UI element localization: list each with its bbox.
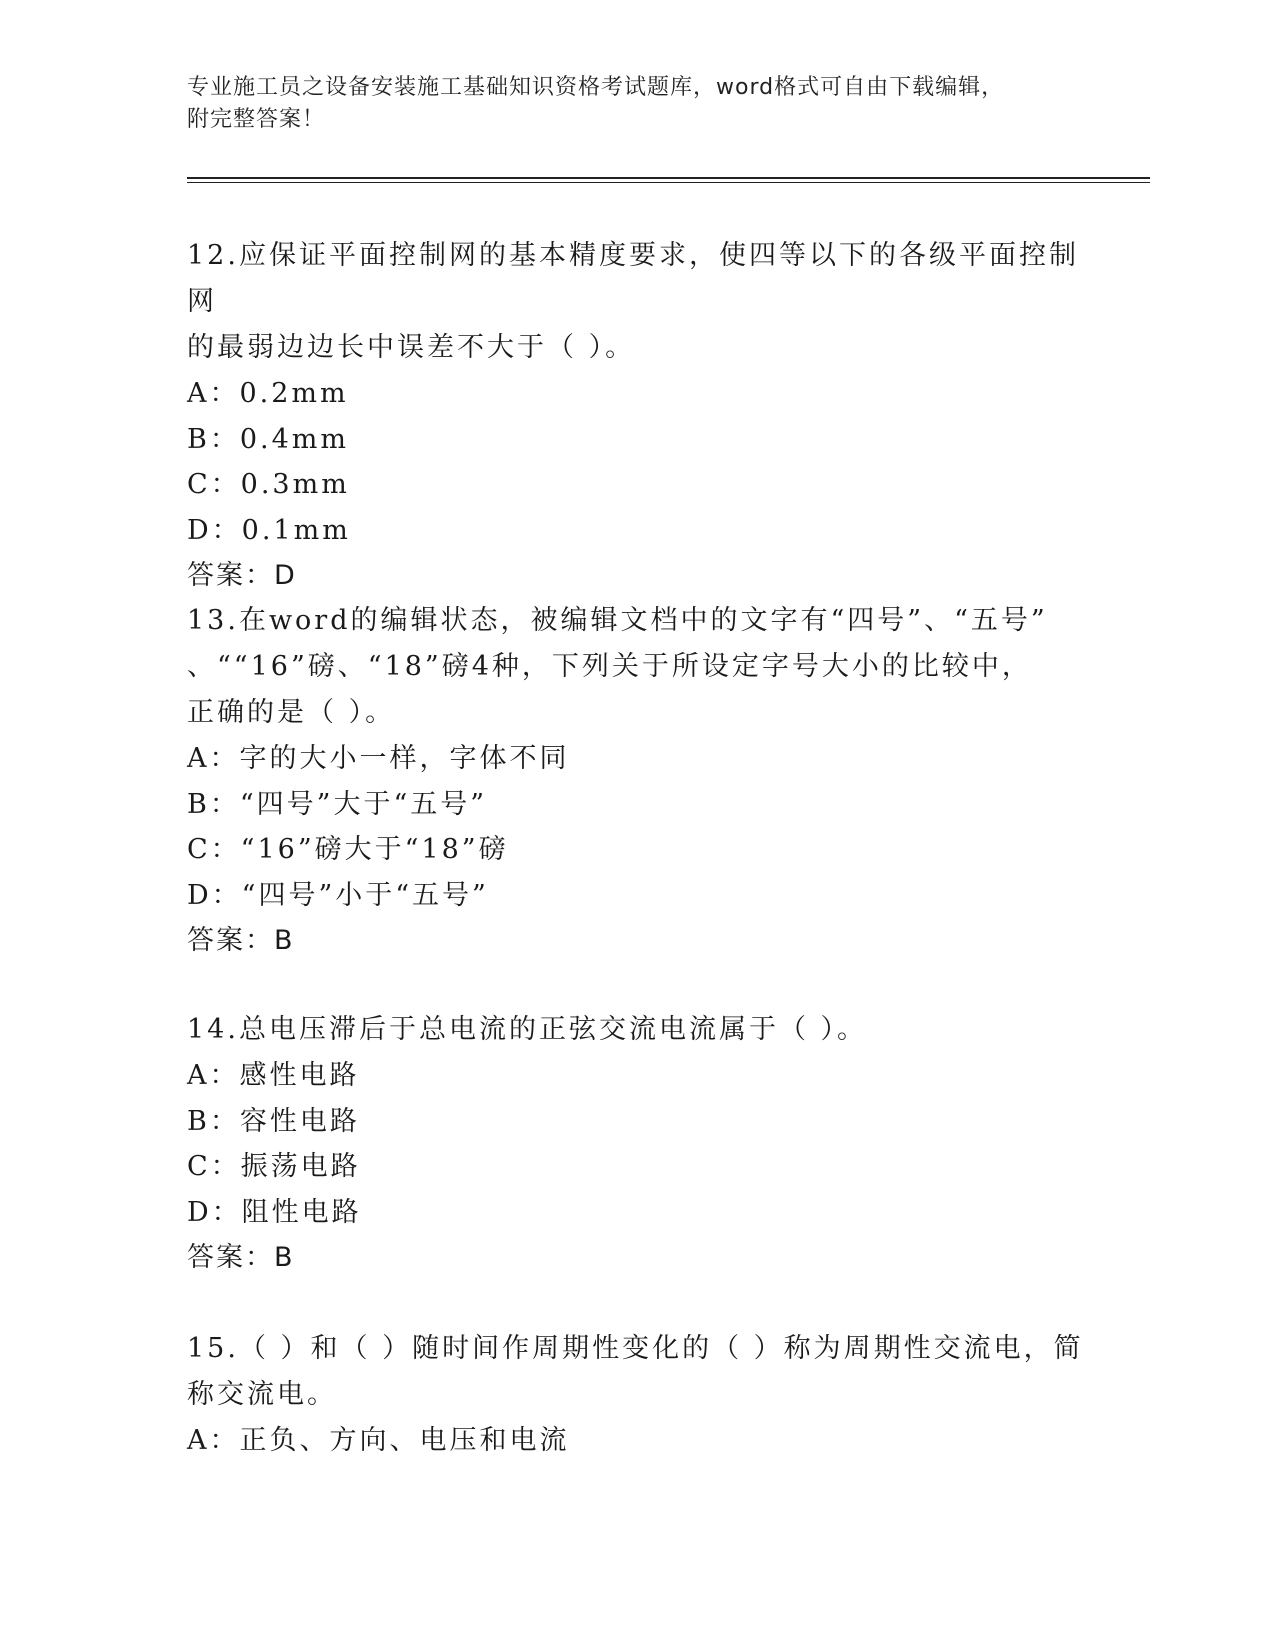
option-b: B：0.4mm (187, 423, 349, 455)
header-line-2: 附完整答案！ (187, 107, 326, 132)
question-text: 、““16”磅、“18”磅4种，下列关于所设定字号大小的比较中， (187, 651, 1032, 682)
question-12 (187, 233, 1087, 599)
question-13 (187, 598, 1087, 964)
header-divider-thick (187, 177, 1150, 179)
option-d: D：阻性电路 (187, 1196, 362, 1228)
option-c: C：“16”磅大于“18”磅 (187, 834, 509, 865)
question-text: 14.总电压滞后于总电流的正弦交流电流属于（ ）。 (187, 1014, 868, 1045)
option-a: A：正负、方向、电压和电流 (187, 1425, 570, 1456)
option-b: B：容性电路 (187, 1105, 360, 1137)
answer: 答案：D (187, 560, 297, 591)
option-d: D：“四号”小于“五号” (187, 879, 489, 911)
question-text: 的最弱边边长中误差不大于（ ）。 (187, 332, 636, 363)
answer: 答案：B (187, 925, 295, 956)
question-text: 12.应保证平面控制网的基本精度要求，使四等以下的各级平面控制网 (187, 240, 1079, 317)
question-14 (187, 1007, 1087, 1281)
option-a: A：0.2mm (187, 378, 349, 409)
question-text: 正确的是（ ）。 (187, 697, 396, 728)
question-text: 称交流电。 (187, 1379, 337, 1410)
option-a: A：感性电路 (187, 1060, 360, 1091)
option-c: C：0.3mm (187, 469, 350, 500)
option-d: D：0.1mm (187, 514, 351, 546)
header-divider-thin (187, 182, 1150, 183)
option-b: B：“四号”大于“五号” (187, 788, 488, 820)
question-text: 13.在word的编辑状态，被编辑文档中的文字有“四号”、“五号” (187, 605, 1048, 636)
header-line-1: 专业施工员之设备安装施工基础知识资格考试题库，word格式可自由下载编辑， (187, 75, 1005, 100)
question-15 (187, 1326, 1087, 1464)
answer: 答案：B (187, 1242, 295, 1273)
document-header (187, 72, 1147, 136)
option-a: A：字的大小一样，字体不同 (187, 743, 570, 774)
question-text: 15.（ ）和（ ）随时间作周期性变化的（ ）称为周期性交流电，简 (187, 1333, 1084, 1364)
option-c: C：振荡电路 (187, 1151, 361, 1182)
